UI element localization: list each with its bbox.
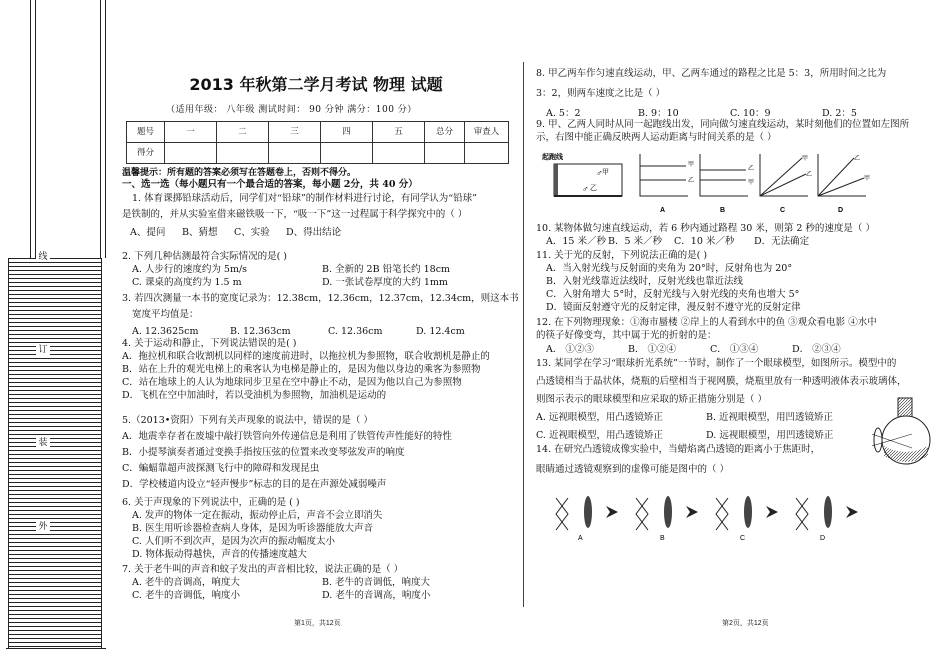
score-cell: 三 xyxy=(269,122,321,143)
question-stem: 8. 甲乙两车作匀速直线运动，甲、乙两车通过的路程之比是 5：3，所用时间之比为 xyxy=(536,68,887,79)
graph-option-d xyxy=(818,154,870,214)
option: C．10 米／秒 xyxy=(674,236,735,247)
question-stem: 1. 体育课掷铅球活动后，同学们对“铅球”的制作材料进行讨论，有同学认为“铅球” xyxy=(132,193,478,204)
score-cell: 一 xyxy=(165,122,217,143)
option: A．当入射光线与反射面的夹角为 20°时，反射角也为 20° xyxy=(546,263,793,274)
margin-strip xyxy=(30,0,36,258)
question-3 xyxy=(122,292,519,338)
option: D． ②③④ xyxy=(792,344,841,355)
lens-option-b xyxy=(636,496,698,542)
option: C．蝙蝠靠超声波探测飞行中的障碍和发现昆虫 xyxy=(122,463,320,474)
question-4 xyxy=(122,337,512,402)
margin-label: 外 xyxy=(36,522,50,532)
svg-text:乙: 乙 xyxy=(748,166,755,172)
binding-margin xyxy=(0,0,112,659)
option: A． ①②③ xyxy=(546,344,594,355)
option: B． ①②④ xyxy=(628,344,677,355)
option: D. 老牛的音调高，响度小 xyxy=(322,590,431,601)
score-table-row xyxy=(127,143,509,164)
option: B．入射光线靠近法线时，反射光线也靠近法线 xyxy=(546,276,743,287)
margin-label: 装 xyxy=(36,438,50,448)
score-input[interactable] xyxy=(373,143,425,164)
option: A. 发声的物体一定在振动，振动停止后，声音不会立即消失 xyxy=(132,510,383,521)
svg-text:甲: 甲 xyxy=(802,156,809,162)
option: D．无法确定 xyxy=(754,236,810,247)
question-stem: 的筷子好像变弯，其中属于光的折射的是： xyxy=(536,330,717,341)
question-1 xyxy=(122,192,512,239)
page-footer: 第1页，共12页 xyxy=(294,620,341,627)
question-stem: 示，右图中能正确反映两人运动距离与时间关系的是（ ） xyxy=(536,132,777,143)
option: D. 物体振动得越快，声音的传播速度越大 xyxy=(132,549,307,560)
question-stem: 4. 关于运动和静止，下列说法错误的是( ) xyxy=(122,338,297,349)
lens-option-d xyxy=(796,496,858,542)
option-label: A xyxy=(578,535,583,542)
margin-label: 订 xyxy=(36,345,50,355)
option: A. 5：2 xyxy=(546,108,581,119)
question-6 xyxy=(122,496,512,561)
score-input[interactable] xyxy=(165,143,217,164)
score-table xyxy=(126,121,509,164)
exam-info: （适用年级： 八年级 测试时间： 90 分钟 满分：100 分） xyxy=(166,105,417,115)
option: C. 人们听不到次声，是因为次声的振动幅度太小 xyxy=(132,536,335,547)
question-stem: 7. 关于老牛叫的声音和蚊子发出的声音相比较，说法正确的是（ ） xyxy=(122,564,404,575)
score-input[interactable] xyxy=(269,143,321,164)
question-stem: 13. 某同学在学习“眼球折光系统”一节时，制作了一个眼球模型，如图所示。模型中的 xyxy=(536,358,897,369)
question-stem: 眼睛通过透镜观察到的虚像可能是图中的（ ） xyxy=(536,464,730,475)
option: D、得出结论 xyxy=(286,227,342,238)
score-cell: 审查人 xyxy=(465,122,509,143)
runner-b-label: 乙 xyxy=(590,185,597,192)
score-table-row xyxy=(127,122,509,143)
question-stem: 3. 若四次测量一本书的宽度记录为：12.38cm，12.36cm，12.37cm，12.34cm，则这本书 xyxy=(122,293,519,304)
graph-option-c xyxy=(760,154,812,214)
margin-hatching xyxy=(8,258,102,648)
score-cell: 五 xyxy=(373,122,425,143)
question-stem: 6. 关于声现象的下列说法中，正确的是 ( ) xyxy=(122,497,300,508)
option: D．飞机在空中加油时，若以受油机为参照物，加油机是运动的 xyxy=(122,390,387,401)
option: C、实验 xyxy=(234,227,270,238)
page-left xyxy=(116,0,519,659)
question-stem: 11. 关于光的反射，下列说法正确的是( ) xyxy=(536,250,708,261)
graph-label: A xyxy=(660,207,666,214)
question-stem: 宽度平均值是： xyxy=(132,309,199,320)
question-9 xyxy=(536,118,926,144)
option: B．5 米／秒 xyxy=(608,236,663,247)
question-8 xyxy=(536,64,926,124)
option: A、提问 xyxy=(130,227,166,238)
option: A. 人步行的速度约为 5m/s xyxy=(132,264,248,275)
option: D. 一张试卷厚度的大约 1mm xyxy=(322,277,448,288)
option: C. 10：9 xyxy=(730,108,771,119)
svg-text:♂: ♂ xyxy=(582,184,589,194)
graph-option-b xyxy=(700,154,754,214)
svg-text:甲: 甲 xyxy=(748,180,755,186)
margin-strip xyxy=(100,0,106,258)
page-footer: 第2页，共12页 xyxy=(722,620,769,627)
option: A. 老牛的音调高，响度大 xyxy=(132,577,240,588)
question-11 xyxy=(536,249,926,314)
option-label: D xyxy=(820,535,826,542)
option: D．镜面反射遵守光的反射定律，漫反射不遵守光的反射定律 xyxy=(546,302,801,313)
svg-text:甲: 甲 xyxy=(864,176,870,182)
option: C. 课桌的高度约为 1.5 m xyxy=(132,277,242,288)
option: A. 12.3625cm xyxy=(132,326,199,337)
question-stem: 则图示表示的眼球模型和应采取的矫正措施分别是（ ） xyxy=(536,394,768,405)
question-stem: 是铁制的，并从实验室借来磁铁吸一下，“吸一下”这一过程属于科学探究中的（ ） xyxy=(122,209,468,220)
option: A．15 米／秒 xyxy=(546,236,606,247)
svg-text:甲: 甲 xyxy=(688,162,695,168)
question-5 xyxy=(122,413,512,493)
score-cell: 题号 xyxy=(127,122,165,143)
margin-cut-line xyxy=(6,648,106,649)
graph-label: C xyxy=(780,207,786,214)
graph-label: D xyxy=(838,207,844,214)
track-figure xyxy=(542,152,622,196)
option: C. 近视眼模型，用凸透镜矫正 xyxy=(536,430,663,441)
option: B．小提琴演奏者通过变换手指按压弦的位置来改变琴弦发声的响度 xyxy=(122,447,405,458)
graph-option-a xyxy=(640,154,694,214)
question-2 xyxy=(122,250,512,289)
question-10 xyxy=(536,222,926,248)
question-stem: 12. 在下列物理现象：①海市蜃楼 ②岸上的人看到水中的鱼 ③观众看电影 ④水中 xyxy=(536,317,877,328)
warning-text: 温馨提示：所有题的答案必须写在答题卷上，否则不得分。 xyxy=(122,168,357,178)
score-input[interactable] xyxy=(321,143,373,164)
question-stem: 2. 下列几种估测最符合实际情况的是( ) xyxy=(122,251,288,262)
question-stem: 凸透镜相当于晶状体，烧瓶的后壁相当于视网膜，烧瓶里放有一种透明液体表示玻璃体， xyxy=(536,376,907,387)
exam-title: 2013 年秋第二学月考试 物理 试题 xyxy=(189,75,443,94)
score-cell: 得分 xyxy=(127,143,165,164)
option: C．站在地球上的人认为地球同步卫星在空中静止不动，是因为他以自己为参照物 xyxy=(122,377,462,388)
figure-q14 xyxy=(546,488,866,544)
question-stem: 3：2，则两车速度之比是（ ） xyxy=(536,88,666,99)
question-stem: 5.（2013•资阳）下列有关声现象的说法中，错误的是（ ） xyxy=(122,415,373,426)
svg-text:乙: 乙 xyxy=(854,156,861,162)
margin-label: 线 xyxy=(36,252,50,262)
option: A. 远视眼模型，用凸透镜矫正 xyxy=(536,412,663,423)
score-cell: 四 xyxy=(321,122,373,143)
question-13 xyxy=(536,355,926,445)
option-label: B xyxy=(660,535,665,542)
question-14 xyxy=(536,440,926,480)
option: B. 12.363cm xyxy=(230,326,291,337)
page-right xyxy=(532,0,944,659)
option: C． ①③④ xyxy=(710,344,759,355)
score-cell: 二 xyxy=(217,122,269,143)
option-label: C xyxy=(740,535,746,542)
score-input[interactable] xyxy=(465,143,509,164)
question-7 xyxy=(122,563,512,602)
option: C. 老牛的音调低，响度小 xyxy=(132,590,240,601)
lens-option-c xyxy=(716,496,778,542)
option: D. 远视眼模型，用凹透镜矫正 xyxy=(706,430,834,441)
option: A．拖拉机和联合收割机以同样的速度前进时，以拖拉机为参照物，联合收割机是静止的 xyxy=(122,351,490,362)
svg-text:乙: 乙 xyxy=(688,178,695,184)
runner-a-label: 甲 xyxy=(602,169,609,176)
option: C．入射角增大 5°时，反射光线与入射光线的夹角也增大 5° xyxy=(546,289,800,300)
start-line-label: 起跑线 xyxy=(542,154,563,161)
question-stem: 14. 在研究凸透镜成像实验中，当蜡焰离凸透镜的距离小于焦距时， xyxy=(536,444,821,455)
option: B．站在上升的观光电梯上的乘客认为电梯是静止的，是因为他以身边的乘客为参照物 xyxy=(122,364,481,375)
question-stem: 9. 甲、乙两人同时从同一起跑线出发，同向做匀速直线运动，某时刻他们的位置如左图所 xyxy=(536,119,910,130)
option: B. 全新的 2B 铅笔长约 18cm xyxy=(322,264,451,275)
option: B. 近视眼模型，用凹透镜矫正 xyxy=(706,412,834,423)
option: D. 12.4cm xyxy=(416,326,465,337)
option: B、猜想 xyxy=(182,227,218,238)
svg-text:乙: 乙 xyxy=(806,172,813,178)
lens-option-a xyxy=(556,496,618,542)
option: B. 医生用听诊器检查病人身体，是因为听诊器能放大声音 xyxy=(132,523,374,534)
page-divider xyxy=(523,62,524,607)
score-input[interactable] xyxy=(425,143,465,164)
option: B. 9：10 xyxy=(638,108,679,119)
section-heading: 一、选一选（每小题只有一个最合适的答案，每小题 2分，共 40 分） xyxy=(122,179,418,190)
option: A．地震幸存者在废墟中敲打铁管向外传递信息是利用了铁管传声性能好的特性 xyxy=(122,431,452,442)
question-stem: 10. 某物体做匀速直线运动，若 6 秒内通过路程 30 米，则第 2 秒的速度是（ ） xyxy=(536,223,875,234)
score-cell: 总分 xyxy=(425,122,465,143)
figure-q9 xyxy=(540,150,870,214)
option: D．学校楼道内设立“轻声慢步”标志的目的是在声源处减弱噪声 xyxy=(122,479,387,490)
option: D. 2：5 xyxy=(822,108,857,119)
option: B. 老牛的音调低，响度大 xyxy=(322,577,431,588)
option: C. 12.36cm xyxy=(328,326,383,337)
svg-text:♂: ♂ xyxy=(596,168,603,178)
graph-label: B xyxy=(720,207,726,214)
question-12 xyxy=(536,316,926,356)
score-input[interactable] xyxy=(217,143,269,164)
